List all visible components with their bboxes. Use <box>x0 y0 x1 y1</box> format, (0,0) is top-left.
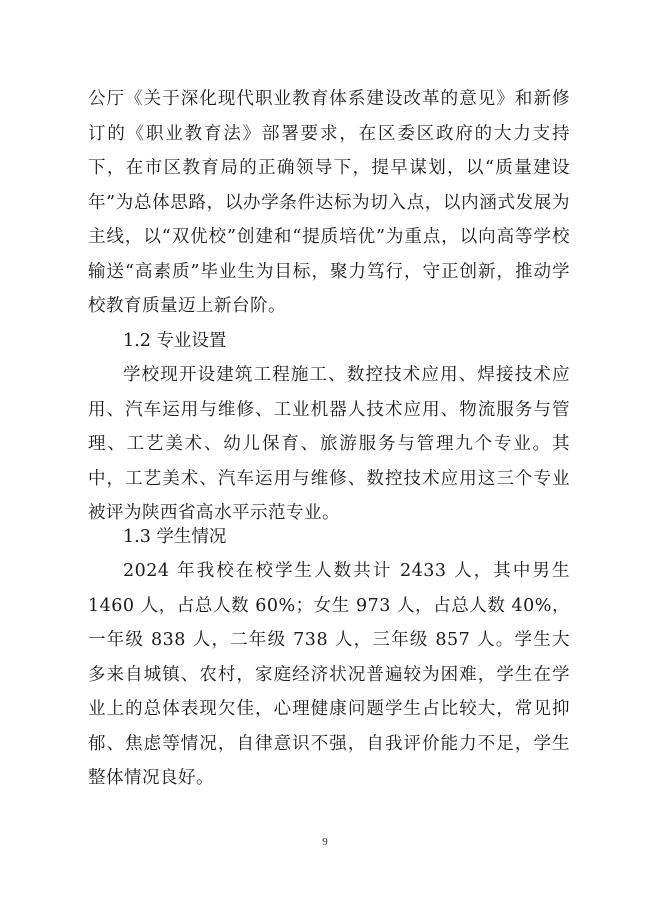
students-paragraph: 2024 年我校在校学生人数共计 2433 人，其中男生 1460 人，占总人数 60%；女生 973 人，占总人数 40%，一年级 838 人，二年级 738 人，三年级 857 人。学生大多来自城镇、农村，家庭经济状况普遍较为困难，学生在学业上的总体表现欠佳，心理健康问题学生占比较大，常见抑郁、焦虑等情况，自律意识不强，自我评价能力不足，学生整体情况良好。 <box>88 561 570 788</box>
page-number: 9 <box>322 836 328 848</box>
specialties-paragraph: 学校现开设建筑工程施工、数控技术应用、焊接技术应用、汽车运用与维修、工业机器人技术应用、物流服务与管理、工艺美术、幼儿保育、旅游服务与管理九个专业。其中，工艺美术、汽车运用与维修、数控技术应用这三个专业被评为陕西省高水平示范专业。 <box>88 365 570 523</box>
intro-paragraph: 公厅《关于深化现代职业教育体系建设改革的意见》和新修订的《职业教育法》部署要求，在区委区政府的大力支持下，在市区教育局的正确领导下，提早谋划，以“质量建设年”为总体思路，以办学条件达标为切入点，以内涵式发展为主线，以“双优校”创建和“提质培优”为重点，以向高等学校输送“高素质”毕业生为目标，聚力笃行，守正创新，推动学校教育质量迈上新台阶。 <box>88 89 570 316</box>
section-heading-students: 1.3 学生情况 <box>123 527 227 547</box>
section-heading-specialties: 1.2 专业设置 <box>123 331 227 351</box>
